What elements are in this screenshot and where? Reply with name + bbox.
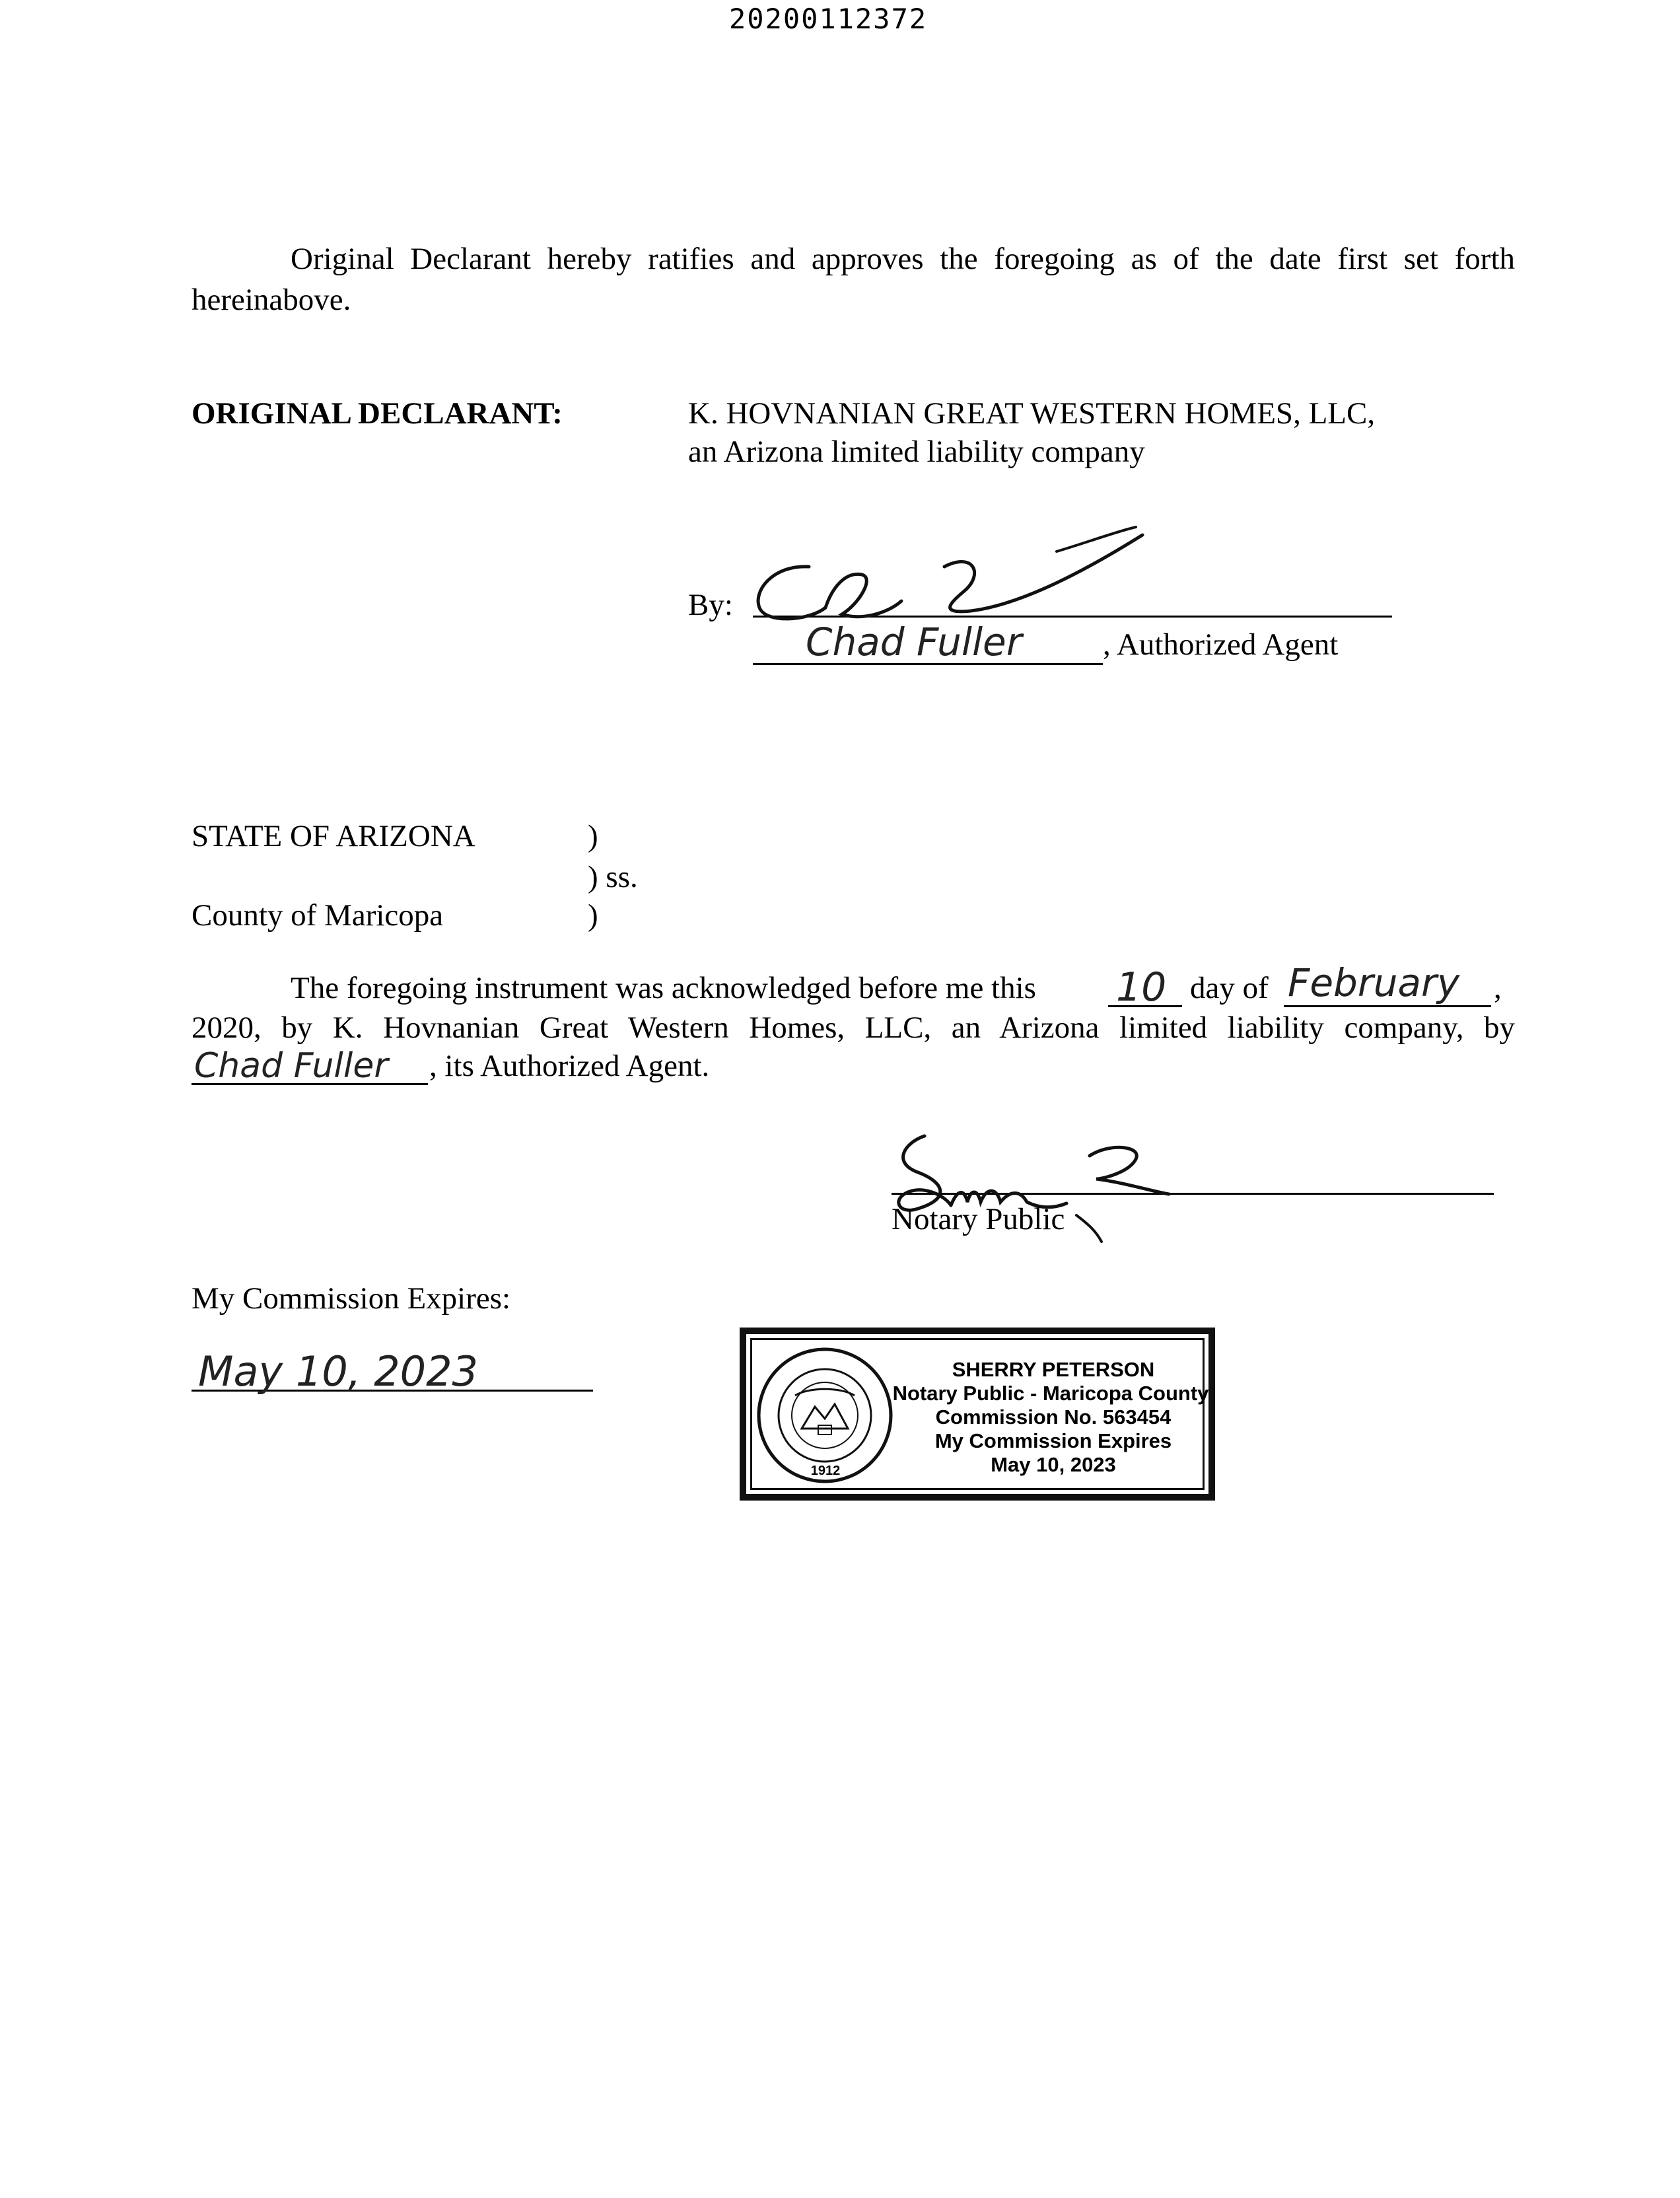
by-label: By:: [688, 588, 733, 622]
ratification-line-2: hereinabove.: [192, 283, 351, 317]
ack-line-1-comma: ,: [1494, 971, 1502, 1005]
commission-label: My Commission Expires:: [192, 1281, 511, 1316]
venue-paren-open: ): [588, 819, 598, 853]
stamp-commission-number: Commission No. 563454: [935, 1405, 1172, 1429]
venue-paren-close: ): [588, 898, 598, 933]
declarant-company-desc: an Arizona limited liability company: [688, 435, 1145, 469]
ack-line-1-start: The foregoing instrument was acknowledged before me this: [291, 971, 1036, 1005]
ratification-line-1: Original Declarant hereby ratifies and approves the foregoing as of the date first set forth: [291, 242, 1515, 276]
day-handwritten: 10: [1116, 964, 1167, 1010]
stamp-notary-name: SHERRY PETERSON: [952, 1358, 1155, 1381]
month-handwritten: February: [1288, 960, 1460, 1005]
seal-text: [746, 1334, 747, 1335]
seal-year: 1912: [810, 1464, 841, 1478]
document-number: 20200112372: [729, 3, 928, 35]
month-blank-line: [1284, 1005, 1491, 1007]
stamp-expires-date: May 10, 2023: [991, 1453, 1116, 1476]
signer-name-handwritten: Chad Fuller: [806, 620, 1022, 664]
stamp-notary-title: Notary Public - Maricopa County: [892, 1382, 1209, 1405]
declarant-company: K. HOVNANIAN GREAT WESTERN HOMES, LLC,: [688, 396, 1376, 431]
ack-line-2: 2020, by K. Hovnanian Great Western Homes, LLC, an Arizona limited liability company, by: [192, 1010, 1515, 1045]
commission-date-handwritten: May 10, 2023: [198, 1347, 478, 1396]
venue-state: STATE OF ARIZONA: [192, 819, 475, 853]
notary-public-label: Notary Public: [892, 1202, 1065, 1236]
ack-line-1-mid: day of: [1190, 971, 1269, 1005]
stamp-expires-label: My Commission Expires: [934, 1429, 1172, 1452]
signer-title: , Authorized Agent: [1103, 627, 1339, 662]
ack-line-3-suffix: , its Authorized Agent.: [429, 1049, 710, 1083]
agent-name-handwritten: Chad Fuller: [194, 1046, 388, 1086]
venue-ss: ) ss.: [588, 860, 638, 894]
venue-county: County of Maricopa: [192, 898, 444, 933]
declarant-label: ORIGINAL DECLARANT:: [192, 396, 563, 431]
notary-stamp: [740, 1328, 1215, 1501]
